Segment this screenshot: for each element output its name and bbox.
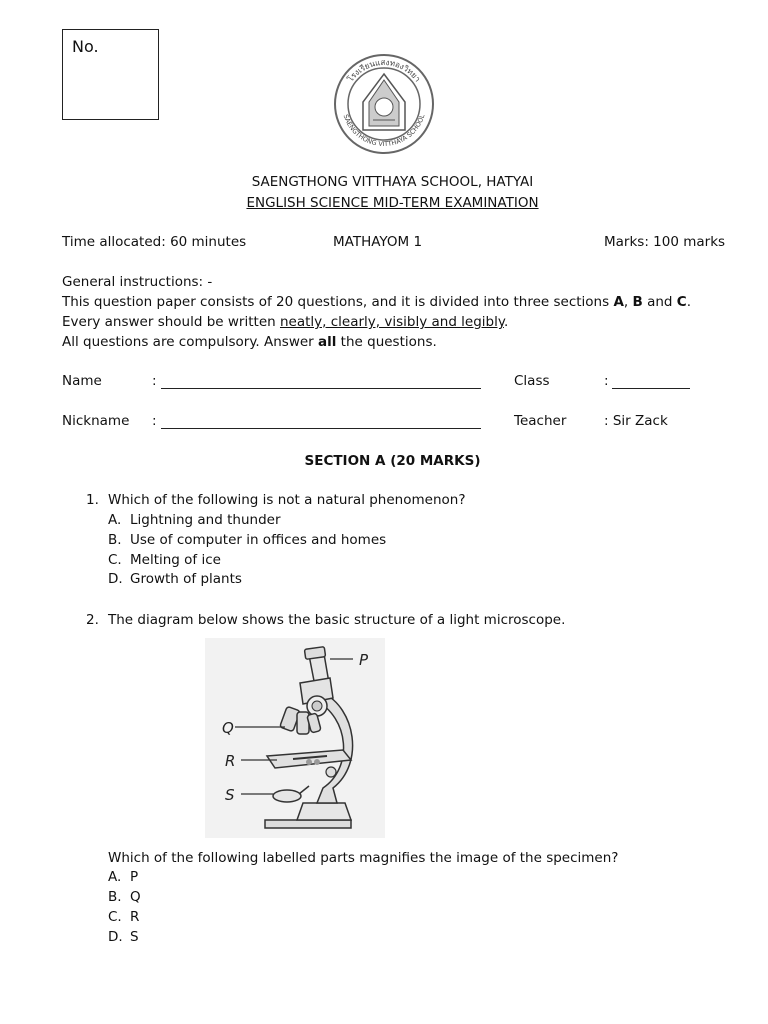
class-level: MATHAYOM 1: [333, 234, 423, 250]
logo-text-bottom: SAENGTHONG VITTHAYA SCHOOL: [341, 113, 427, 149]
label-p: P: [359, 651, 369, 669]
number-label: No.: [72, 37, 99, 56]
q1-number: 1.: [86, 492, 99, 508]
class-field[interactable]: [612, 373, 690, 389]
q1-option-c[interactable]: C. Melting of ice: [108, 552, 221, 568]
q2-option-b[interactable]: B. Q: [108, 889, 141, 905]
class-label: Class: [514, 373, 550, 389]
label-q: Q: [222, 719, 234, 737]
teacher-label: Teacher: [514, 413, 567, 429]
q1-option-b[interactable]: B. Use of computer in offices and homes: [108, 532, 387, 548]
q2-number: 2.: [86, 612, 99, 628]
time-allocated: Time allocated: 60 minutes: [62, 234, 247, 250]
class-colon: :: [604, 373, 609, 389]
number-box: [62, 29, 159, 120]
total-marks: Marks: 100 marks: [604, 234, 726, 250]
exam-title: ENGLISH SCIENCE MID-TERM EXAMINATION: [246, 195, 539, 211]
label-r: R: [225, 752, 236, 770]
instructions-line-3: All questions are compulsory. Answer all the questions.: [62, 334, 437, 350]
label-s: S: [225, 786, 235, 804]
school-name: SAENGTHONG VITTHAYA SCHOOL, HATYAI: [251, 174, 534, 190]
instructions-heading: General instructions: -: [62, 274, 213, 290]
microscope-diagram: [205, 638, 385, 838]
name-label: Name: [62, 373, 102, 389]
instructions-line-1: This question paper consists of 20 questions, and it is divided into three sections A, B and C.: [62, 294, 691, 310]
q2-option-d[interactable]: D. S: [108, 929, 139, 945]
q2-option-c[interactable]: C. R: [108, 909, 140, 925]
q1-option-d[interactable]: D. Growth of plants: [108, 571, 242, 587]
q1-option-a[interactable]: A. Lightning and thunder: [108, 512, 281, 528]
school-logo: [333, 52, 435, 156]
instructions-line-2: Every answer should be written neatly, clearly, visibly and legibly.: [62, 314, 509, 330]
q1-text: Which of the following is not a natural phenomenon?: [108, 492, 466, 508]
q2-option-a[interactable]: A. P: [108, 869, 139, 885]
nickname-field[interactable]: [161, 413, 481, 429]
logo-text-top: โรงเรียนแสงทองวิทยา: [345, 57, 423, 84]
q2-followup: Which of the following labelled parts magnifies the image of the specimen?: [108, 850, 619, 866]
teacher-value: : Sir Zack: [604, 413, 668, 429]
name-colon: :: [152, 373, 157, 389]
name-field[interactable]: [161, 373, 481, 389]
section-title: SECTION A (20 MARKS): [304, 453, 481, 469]
nickname-colon: :: [152, 413, 157, 429]
q2-text: The diagram below shows the basic structure of a light microscope.: [108, 612, 566, 628]
nickname-label: Nickname: [62, 413, 130, 429]
